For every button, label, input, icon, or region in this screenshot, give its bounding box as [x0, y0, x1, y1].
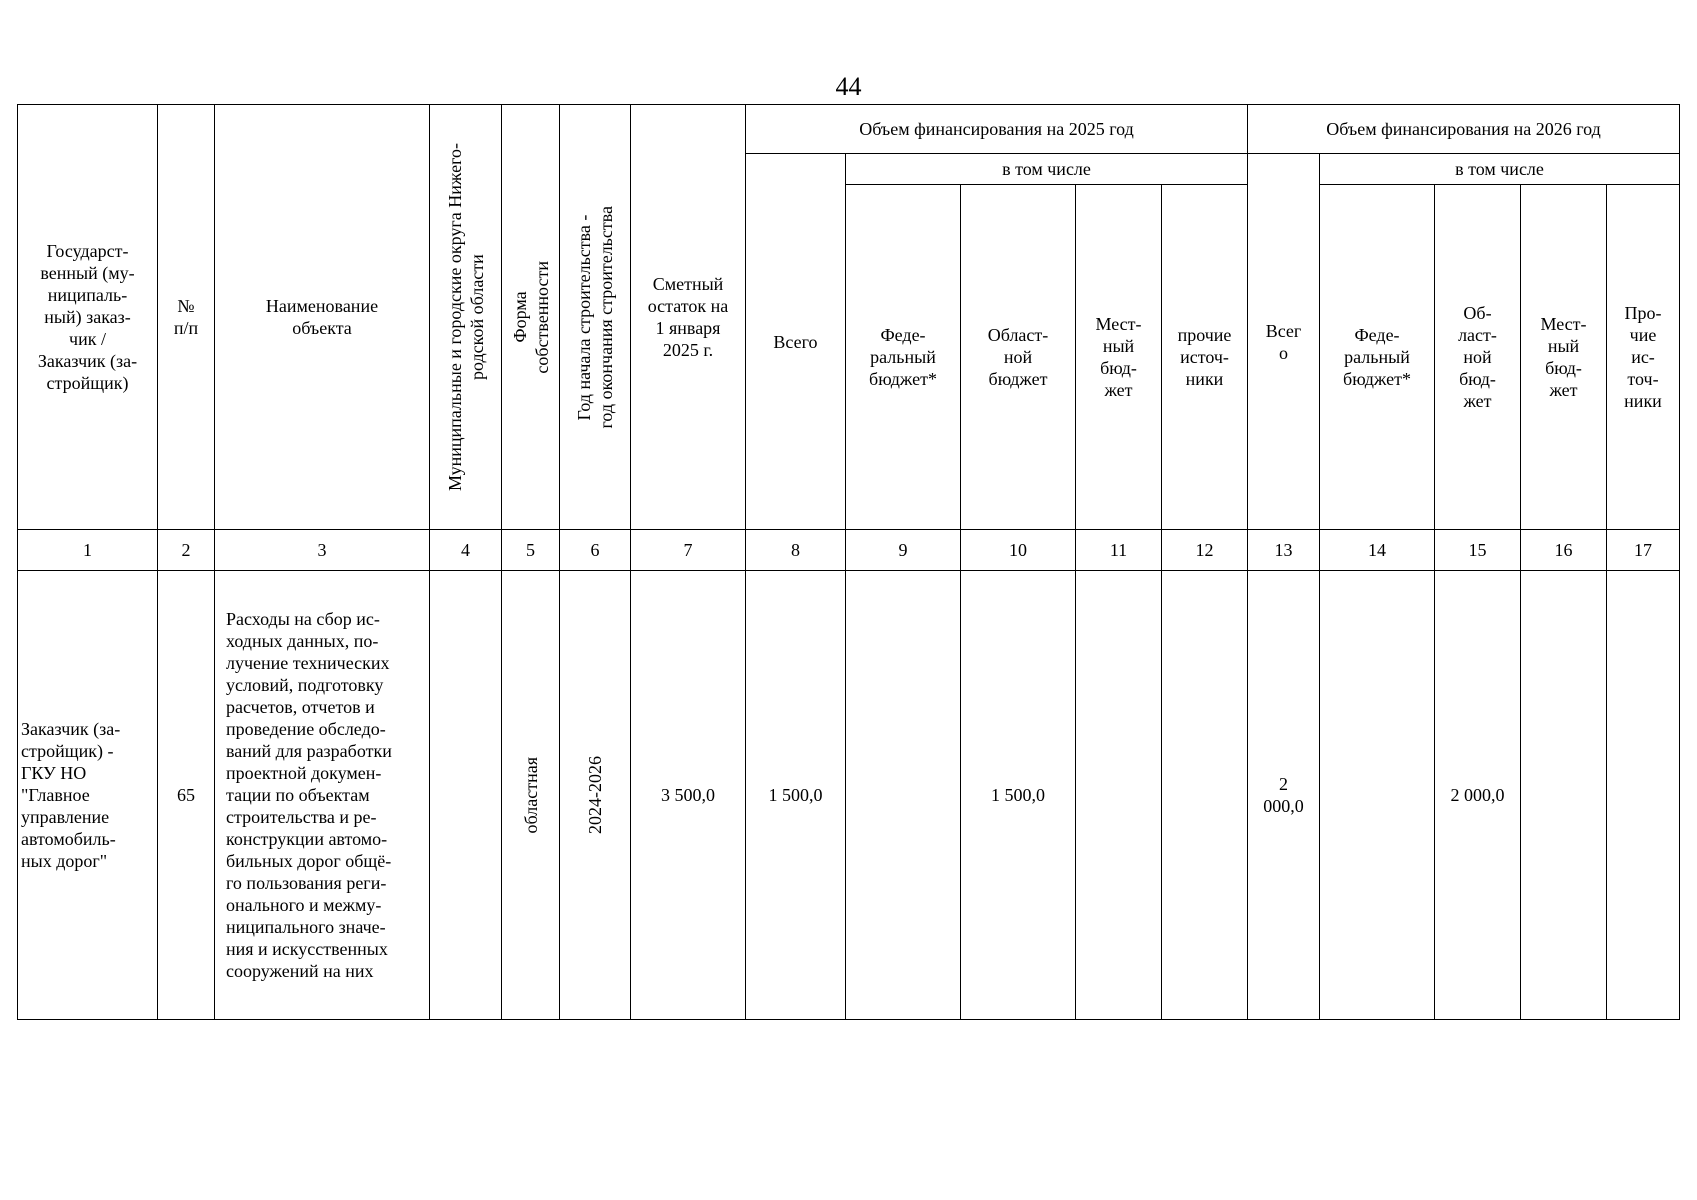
column-number: 6 — [560, 530, 631, 571]
column-number: 8 — [746, 530, 846, 571]
row-balance: 3 500,0 — [631, 571, 746, 1020]
column-number: 13 — [1248, 530, 1320, 571]
column-number: 17 — [1607, 530, 1680, 571]
header-including-2026: в том числе — [1320, 154, 1680, 185]
header-years — [560, 105, 631, 530]
header-municipality-text: Муниципальные и городские округа Нижего- родской области — [444, 143, 487, 491]
row-total-2025: 1 500,0 — [746, 571, 846, 1020]
column-number: 10 — [961, 530, 1076, 571]
header-local-2026: Мест- ный бюд- жет — [1521, 185, 1607, 530]
column-number: 4 — [430, 530, 502, 571]
row-municipality — [430, 571, 502, 1020]
row-local-2025 — [1076, 571, 1162, 1020]
column-number: 2 — [158, 530, 215, 571]
row-years — [560, 571, 631, 1020]
row-federal-2026 — [1320, 571, 1435, 1020]
header-customer: Государст- венный (му- ниципаль- ный) заказ- чик / Заказчик (за- стройщик) — [18, 105, 158, 530]
header-row-1 — [18, 105, 1680, 154]
header-funding-2026: Объем финансирования на 2026 год — [1248, 105, 1680, 154]
column-number: 15 — [1435, 530, 1521, 571]
table-row — [18, 571, 1680, 1020]
column-number: 5 — [502, 530, 560, 571]
column-number: 3 — [215, 530, 430, 571]
column-numbers-row — [18, 530, 1680, 571]
header-including-2025: в том числе — [846, 154, 1248, 185]
header-other-2025: прочие источ- ники — [1162, 185, 1248, 530]
column-number: 12 — [1162, 530, 1248, 571]
header-regional-2025: Област- ной бюджет — [961, 185, 1076, 530]
row-object-name: Расходы на сбор ис- ходных данных, по- лучение технических условий, подготовку расчетов, отчетов и проведение обследо- ваний для разработки проектной докумен- тации по объектам строительства и ре- конструкции автомо- бильных дорог общё- го пользования реги- онального и межму- ниципального значе- ния и искусственных сооружений на них — [215, 571, 430, 1020]
column-number: 7 — [631, 530, 746, 571]
row-federal-2025 — [846, 571, 961, 1020]
column-number: 1 — [18, 530, 158, 571]
header-number: № п/п — [158, 105, 215, 530]
row-total-2026: 2 000,0 — [1248, 571, 1320, 1020]
header-ownership-text: Форма собственности — [509, 260, 552, 374]
header-years-text: Год начала строительства - год окончания строительства — [574, 205, 616, 429]
header-funding-2025: Объем финансирования на 2025 год — [746, 105, 1248, 154]
header-total-2025: Всего — [746, 154, 846, 530]
row-ownership — [502, 571, 560, 1020]
header-municipality — [430, 105, 502, 530]
row-regional-2025: 1 500,0 — [961, 571, 1076, 1020]
column-number: 9 — [846, 530, 961, 571]
column-number: 14 — [1320, 530, 1435, 571]
header-federal-2025: Феде- ральный бюджет* — [846, 185, 961, 530]
column-number: 11 — [1076, 530, 1162, 571]
column-number: 16 — [1521, 530, 1607, 571]
row-number: 65 — [158, 571, 215, 1020]
header-ownership — [502, 105, 560, 530]
row-local-2026 — [1521, 571, 1607, 1020]
header-local-2025: Мест- ный бюд- жет — [1076, 185, 1162, 530]
header-federal-2026: Феде- ральный бюджет* — [1320, 185, 1435, 530]
row-other-2025 — [1162, 571, 1248, 1020]
header-object-name: Наименование объекта — [215, 105, 430, 530]
row-other-2026 — [1607, 571, 1680, 1020]
header-balance: Сметный остаток на 1 января 2025 г. — [631, 105, 746, 530]
row-regional-2026: 2 000,0 — [1435, 571, 1521, 1020]
header-other-2026: Про- чие ис- точ- ники — [1607, 185, 1680, 530]
page-number: 44 — [835, 72, 862, 101]
financing-table — [17, 104, 1680, 1020]
row-ownership-text: областная — [520, 756, 541, 834]
header-total-2026: Всег о — [1248, 154, 1320, 530]
header-regional-2026: Об- ласт- ной бюд- жет — [1435, 185, 1521, 530]
row-customer: Заказчик (за- стройщик) - ГКУ НО "Главное управление автомобиль- ных дорог" — [18, 571, 158, 1020]
row-years-text: 2024-2026 — [585, 756, 605, 834]
